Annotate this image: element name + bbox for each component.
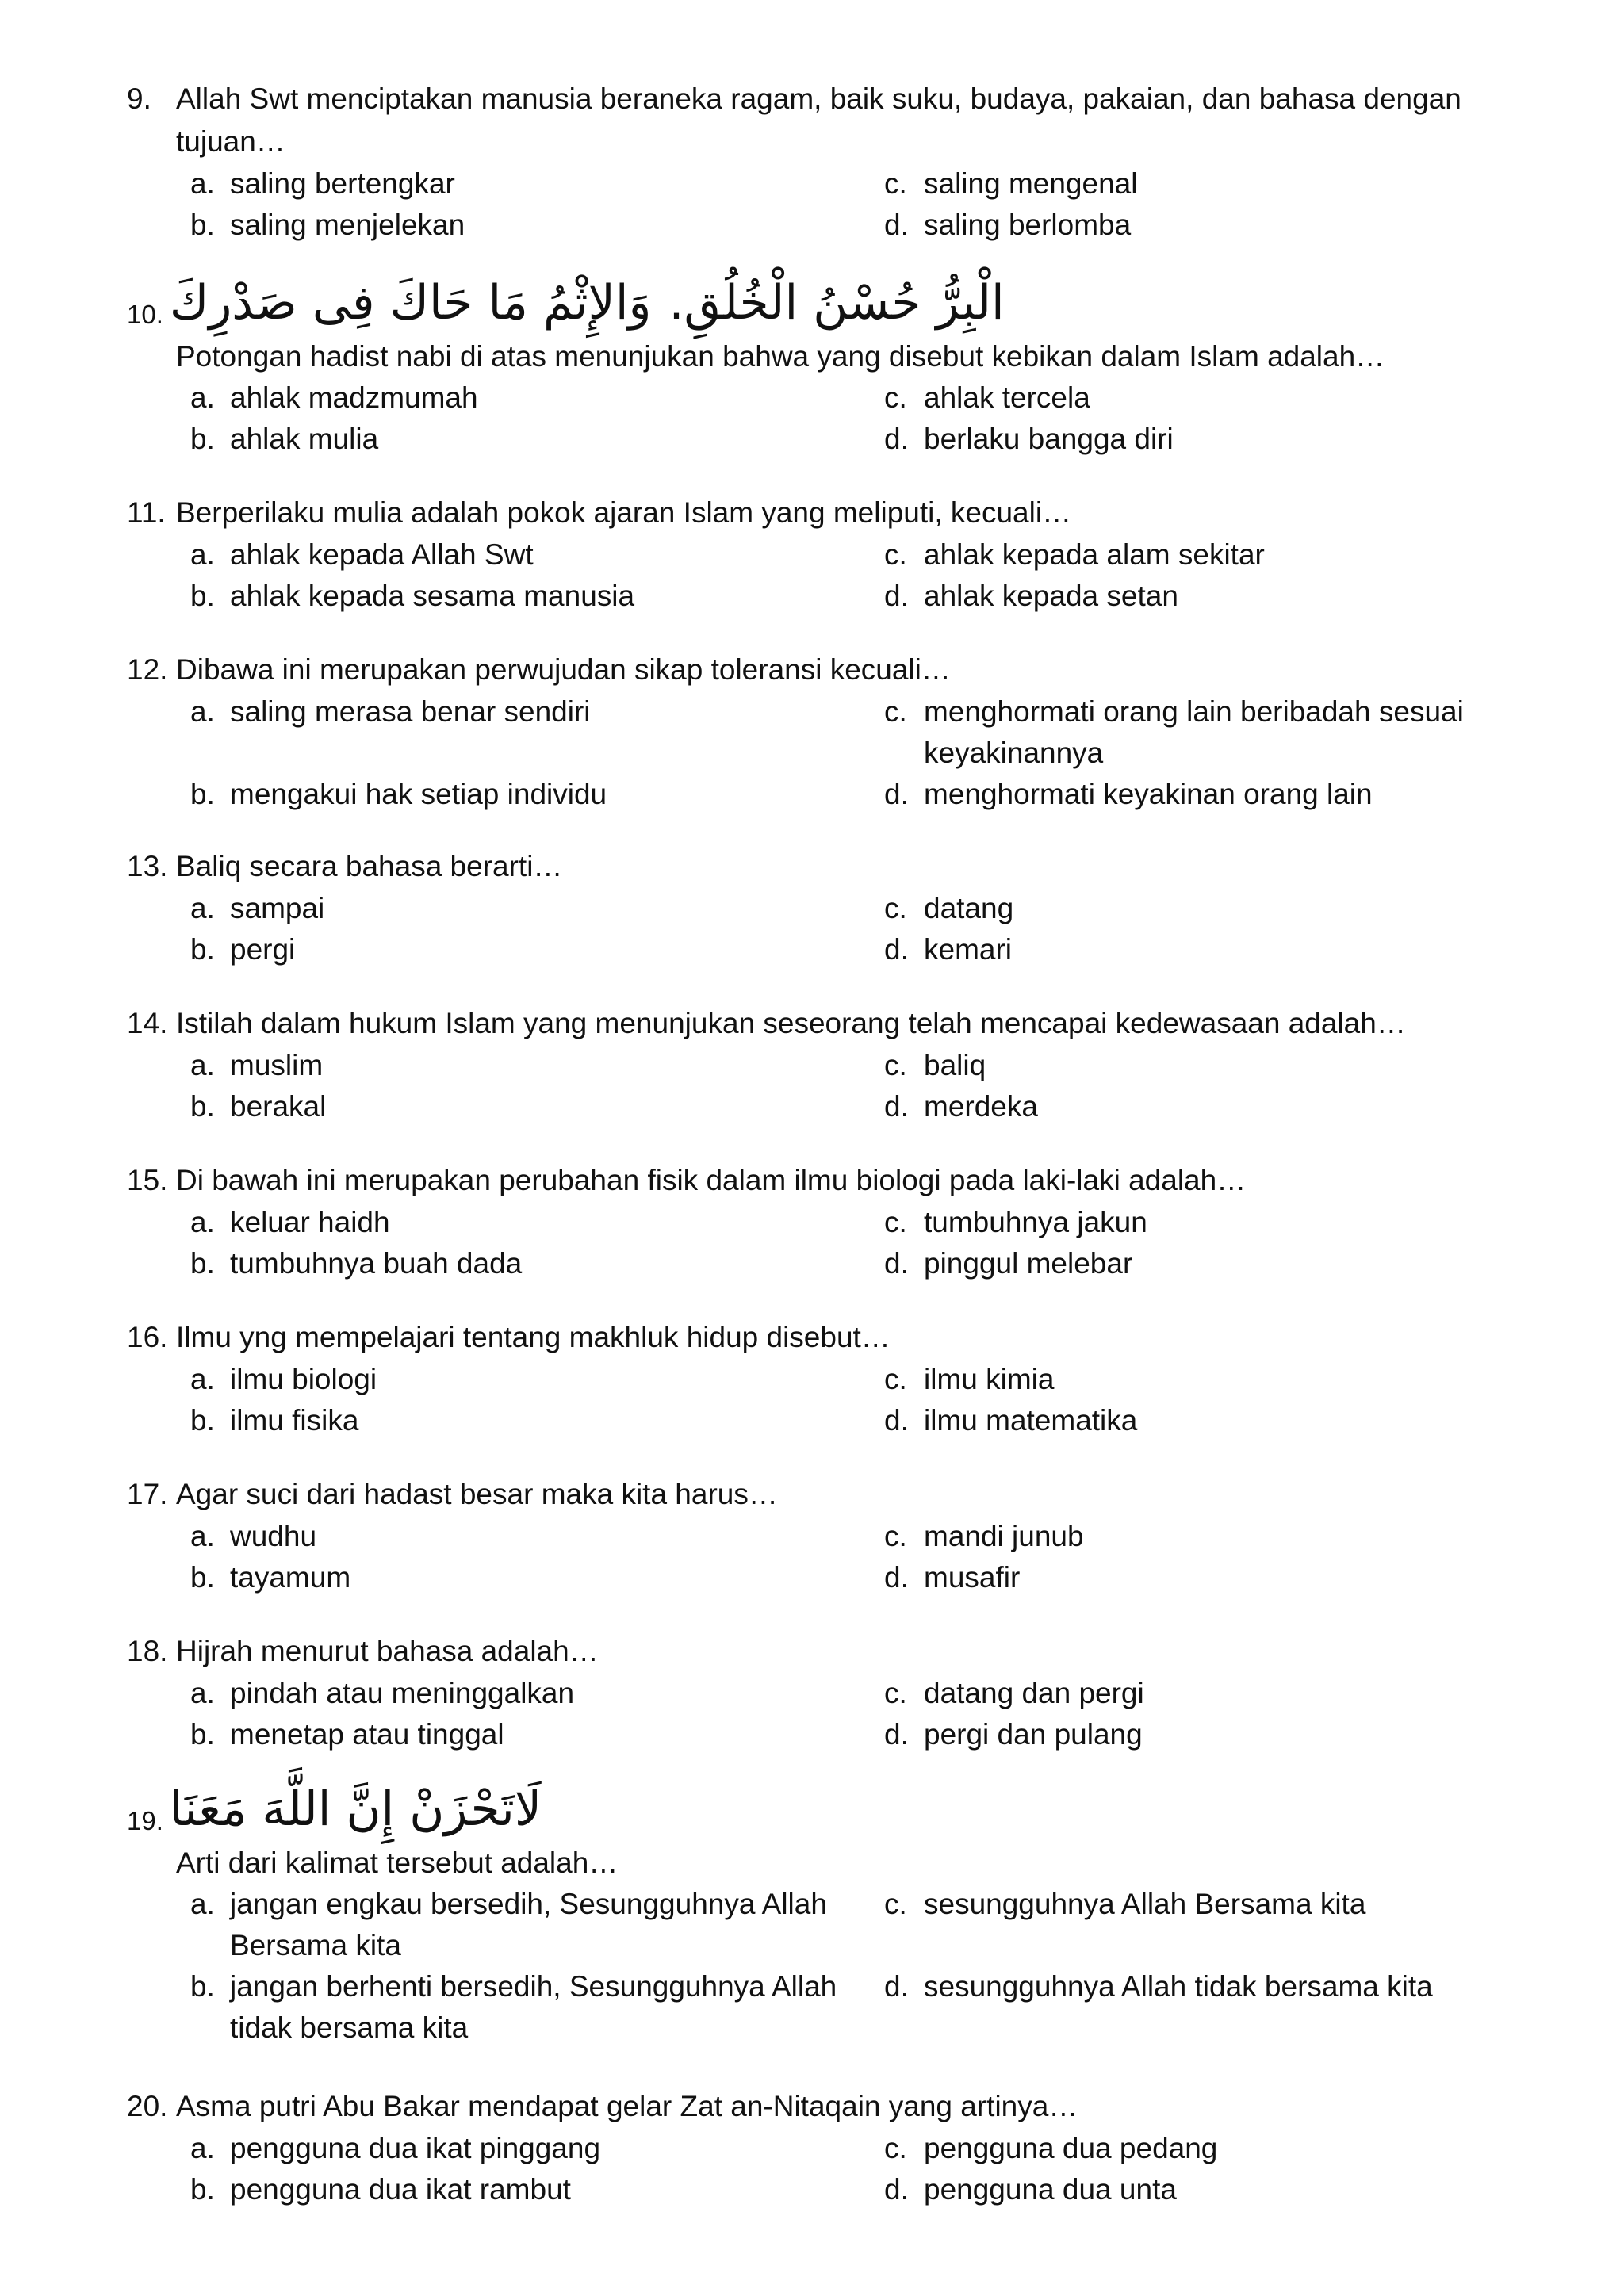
question-text: Istilah dalam hukum Islam yang menunjukan seseorang telah mencapai kedewasaan adalah… (176, 1007, 1406, 1039)
options (127, 377, 1507, 460)
question-text: Di bawah ini merupakan perubahan fisik dalam ilmu biologi pada laki-laki adalah… (176, 1164, 1247, 1196)
option-b: b. ilmu fisika (190, 1404, 359, 1437)
question-number: 11. (127, 496, 166, 529)
options (127, 534, 1507, 617)
option-b: b. ahlak kepada sesama manusia (190, 580, 635, 612)
question-number: 18. (127, 1635, 168, 1667)
options (127, 888, 1507, 970)
option-b: b. menetap atau tinggal (190, 1718, 504, 1751)
option-a: a. saling merasa benar sendiri (190, 695, 591, 728)
question-stem (127, 1630, 1507, 1673)
arabic-hadith-line (127, 270, 1507, 336)
options (127, 2128, 1507, 2210)
arabic-hadith-part-2: وَالإِثْمُ مَا حَاكَ فِى صَدْرِكَ (169, 275, 652, 331)
option-c: c. menghormati orang lain beribadah sesuai keyakinannya (884, 695, 1464, 769)
options (127, 1045, 1507, 1127)
question-text: Ilmu yng mempelajari tentang makhluk hidup disebut… (176, 1321, 891, 1353)
option-a: a. pindah atau meninggalkan (190, 1677, 575, 1709)
question-text: Dibawa ini merupakan perwujudan sikap toleransi kecuali… (176, 653, 951, 686)
question-number: 9. (127, 82, 151, 115)
option-a: a. pengguna dua ikat pinggang (190, 2132, 601, 2164)
option-b: b. ahlak mulia (190, 423, 379, 455)
option-c: c. datang (884, 892, 1014, 924)
option-c: c. ahlak tercela (884, 381, 1090, 414)
question-number: 16. (127, 1321, 168, 1353)
question-text: Allah Swt menciptakan manusia beraneka ragam, baik suku, budaya, pakaian, dan bahasa dengan tujuan… (176, 82, 1461, 158)
option-a: a. jangan engkau bersedih, Sesungguhnya Allah Bersama kita (190, 1888, 827, 1961)
option-d: d. merdeka (884, 1090, 1038, 1123)
question-text: Potongan hadist nabi di atas menunjukan bahwa yang disebut kebikan dalam Islam adalah… (176, 340, 1385, 373)
arabic-hadith-part-1: الْبِرُّ حُسْنُ الْخُلُقِ. (668, 275, 1005, 331)
option-a: a. wudhu (190, 1520, 317, 1552)
question-11 (127, 492, 1507, 617)
options (127, 1359, 1507, 1441)
question-number: 13. (127, 850, 168, 882)
question-stem (127, 1316, 1507, 1359)
question-stem (127, 1002, 1507, 1045)
question-stem (127, 845, 1507, 888)
option-d: d. pengguna dua unta (884, 2173, 1177, 2206)
question-text: Agar suci dari hadast besar maka kita harus… (176, 1478, 778, 1510)
question-stem (127, 78, 1507, 163)
option-c: c. sesungguhnya Allah Bersama kita (884, 1888, 1366, 1920)
options (127, 163, 1507, 246)
options (127, 1884, 1507, 2049)
option-d: d. ilmu matematika (884, 1404, 1138, 1437)
option-a: a. keluar haidh (190, 1206, 390, 1238)
option-d: d. saling berlomba (884, 209, 1132, 241)
question-13 (127, 845, 1507, 970)
question-17 (127, 1473, 1507, 1598)
option-b: b. tumbuhnya buah dada (190, 1247, 523, 1280)
option-c: c. baliq (884, 1049, 986, 1081)
question-15 (127, 1159, 1507, 1284)
options (127, 691, 1507, 815)
option-c: c. saling mengenal (884, 167, 1138, 200)
question-14 (127, 1002, 1507, 1127)
option-c: c. mandi junub (884, 1520, 1084, 1552)
option-a: a. ahlak madzmumah (190, 381, 478, 414)
question-text: Asma putri Abu Bakar mendapat gelar Zat an-Nitaqain yang artinya… (176, 2090, 1078, 2122)
option-d: d. kemari (884, 933, 1013, 966)
question-20 (127, 2085, 1507, 2210)
option-b: b. pergi (190, 933, 296, 966)
options (127, 1202, 1507, 1284)
option-d: d. pinggul melebar (884, 1247, 1133, 1280)
question-stem (127, 492, 1507, 534)
option-c: c. tumbuhnya jakun (884, 1206, 1147, 1238)
arabic-verse: لَاتَحْزَنْ إِنَّ اللَّهَ مَعَنَا (169, 1781, 542, 1837)
question-number: 17. (127, 1478, 168, 1510)
option-b: b. saling menjelekan (190, 209, 465, 241)
question-9 (127, 78, 1507, 246)
option-a: a. muslim (190, 1049, 324, 1081)
option-b: b. mengakui hak setiap individu (190, 778, 607, 810)
options (127, 1516, 1507, 1598)
option-b: b. jangan berhenti bersedih, Sesungguhnya Allah tidak bersama kita (190, 1970, 837, 2044)
option-c: c. datang dan pergi (884, 1677, 1144, 1709)
option-a: a. saling bertengkar (190, 167, 455, 200)
question-12 (127, 649, 1507, 815)
question-stem (127, 1473, 1507, 1516)
option-b: b. pengguna dua ikat rambut (190, 2173, 571, 2206)
option-d: d. berlaku bangga diri (884, 423, 1174, 455)
question-10 (127, 270, 1507, 460)
option-d: d. pergi dan pulang (884, 1718, 1143, 1751)
question-text: Berperilaku mulia adalah pokok ajaran Islam yang meliputi, kecuali… (176, 496, 1072, 529)
question-number: 14. (127, 1007, 168, 1039)
option-a: a. ahlak kepada Allah Swt (190, 538, 534, 571)
option-a: a. ilmu biologi (190, 1363, 377, 1395)
option-d: d. menghormati keyakinan orang lain (884, 778, 1373, 810)
option-c: c. ilmu kimia (884, 1363, 1055, 1395)
question-text: Baliq secara bahasa berarti… (176, 850, 563, 882)
question-18 (127, 1630, 1507, 1755)
question-19 (127, 1776, 1507, 2049)
options (127, 1673, 1507, 1755)
option-c: c. pengguna dua pedang (884, 2132, 1218, 2164)
question-number: 10. (127, 300, 163, 329)
question-number: 19. (127, 1806, 163, 1835)
question-number: 12. (127, 653, 168, 686)
question-text: Arti dari kalimat tersebut adalah… (176, 1846, 619, 1879)
option-a: a. sampai (190, 892, 325, 924)
question-16 (127, 1316, 1507, 1441)
question-number: 20. (127, 2090, 168, 2122)
question-stem (127, 649, 1507, 691)
option-b: b. berakal (190, 1090, 327, 1123)
option-c: c. ahlak kepada alam sekitar (884, 538, 1265, 571)
question-number: 15. (127, 1164, 168, 1196)
question-stem (127, 1159, 1507, 1202)
option-b: b. tayamum (190, 1561, 351, 1594)
arabic-verse-line (127, 1776, 1507, 1843)
option-d: d. musafir (884, 1561, 1021, 1594)
option-d: d. ahlak kepada setan (884, 580, 1178, 612)
option-d: d. sesungguhnya Allah tidak bersama kita (884, 1970, 1433, 2003)
question-stem (127, 2085, 1507, 2128)
question-text: Hijrah menurut bahasa adalah… (176, 1635, 599, 1667)
